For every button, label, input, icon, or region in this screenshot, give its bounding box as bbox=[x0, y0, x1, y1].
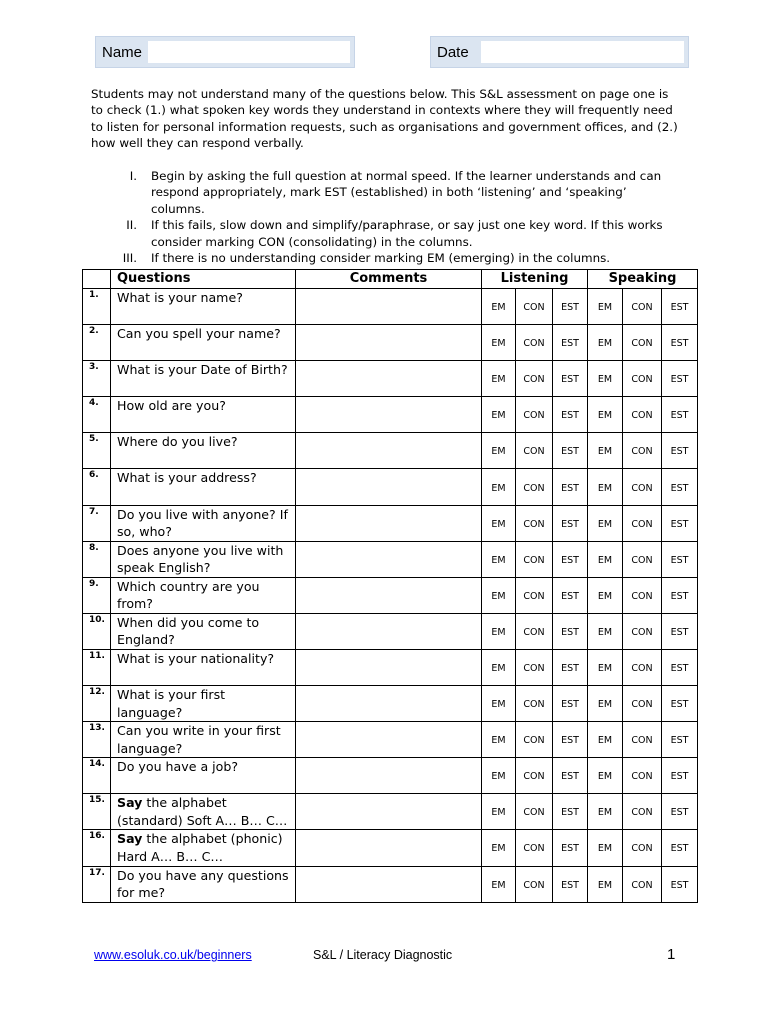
table-row bbox=[83, 505, 698, 541]
question-number: 3. bbox=[83, 361, 111, 397]
instruction-text: Begin by asking the full question at normal speed. If the learner understands and can respond appropriately, mark EST (established) in both ‘listening’ and ‘speaking’ columns. bbox=[151, 169, 662, 216]
speaking-mark-em[interactable]: EM bbox=[588, 758, 623, 794]
listening-mark-con[interactable]: CON bbox=[516, 577, 553, 613]
table-row bbox=[83, 469, 698, 505]
speaking-mark-con[interactable]: CON bbox=[623, 505, 662, 541]
listening-mark-con[interactable]: CON bbox=[516, 758, 553, 794]
speaking-mark-con[interactable]: CON bbox=[623, 433, 662, 469]
comments-cell[interactable] bbox=[296, 541, 482, 577]
question-body: Which country are you from? bbox=[117, 578, 260, 612]
speaking-mark-em[interactable]: EM bbox=[588, 649, 623, 685]
table-row bbox=[83, 433, 698, 469]
listening-mark-em[interactable]: EM bbox=[482, 325, 516, 361]
date-field bbox=[430, 36, 689, 68]
question-body: Do you live with anyone? If so, who? bbox=[117, 506, 288, 540]
speaking-mark-con[interactable]: CON bbox=[623, 577, 662, 613]
listening-mark-em[interactable]: EM bbox=[482, 830, 516, 866]
speaking-mark-con[interactable]: CON bbox=[623, 830, 662, 866]
question-text bbox=[111, 794, 296, 830]
speaking-mark-con[interactable]: CON bbox=[623, 361, 662, 397]
listening-mark-est[interactable]: EST bbox=[553, 722, 588, 758]
listening-mark-est[interactable]: EST bbox=[553, 541, 588, 577]
question-text bbox=[111, 830, 296, 866]
speaking-mark-em[interactable]: EM bbox=[588, 325, 623, 361]
question-number: 14. bbox=[83, 758, 111, 794]
listening-mark-est[interactable]: EST bbox=[553, 613, 588, 649]
table-row bbox=[83, 325, 698, 361]
table-row bbox=[83, 613, 698, 649]
speaking-mark-est[interactable]: EST bbox=[662, 830, 698, 866]
instruction-text: If there is no understanding consider marking EM (emerging) in the columns. bbox=[151, 251, 611, 266]
listening-mark-em[interactable]: EM bbox=[482, 649, 516, 685]
listening-mark-con[interactable]: CON bbox=[516, 541, 553, 577]
header-questions: Questions bbox=[111, 270, 296, 289]
speaking-mark-em[interactable]: EM bbox=[588, 830, 623, 866]
listening-mark-con[interactable]: CON bbox=[516, 722, 553, 758]
listening-mark-em[interactable]: EM bbox=[482, 289, 516, 325]
assessment-table bbox=[82, 269, 698, 903]
listening-mark-est[interactable]: EST bbox=[553, 830, 588, 866]
question-text bbox=[111, 325, 296, 361]
speaking-mark-em[interactable]: EM bbox=[588, 722, 623, 758]
question-text bbox=[111, 577, 296, 613]
question-number: 7. bbox=[83, 505, 111, 541]
table-row bbox=[83, 397, 698, 433]
comments-cell[interactable] bbox=[296, 397, 482, 433]
speaking-mark-con[interactable]: CON bbox=[623, 649, 662, 685]
listening-mark-est[interactable]: EST bbox=[553, 361, 588, 397]
question-body: Do you have any questions for me? bbox=[117, 867, 289, 900]
question-text bbox=[111, 613, 296, 649]
question-body: What is your name? bbox=[117, 290, 243, 305]
listening-mark-con[interactable]: CON bbox=[516, 397, 553, 433]
table-row bbox=[83, 794, 698, 830]
question-text bbox=[111, 397, 296, 433]
speaking-mark-est[interactable]: EST bbox=[662, 577, 698, 613]
question-body: Do you have a job? bbox=[117, 759, 239, 775]
question-text bbox=[111, 433, 296, 469]
listening-mark-con[interactable]: CON bbox=[516, 830, 553, 866]
question-number: 2. bbox=[83, 325, 111, 361]
instruction-item bbox=[91, 217, 681, 250]
table-row bbox=[83, 686, 698, 722]
date-label: Date bbox=[437, 43, 469, 61]
listening-mark-em[interactable]: EM bbox=[482, 361, 516, 397]
comments-cell[interactable] bbox=[296, 505, 482, 541]
listening-mark-est[interactable]: EST bbox=[553, 469, 588, 505]
question-body: When did you come to England? bbox=[117, 614, 260, 648]
header-listening: Listening bbox=[482, 270, 588, 289]
speaking-mark-est[interactable]: EST bbox=[662, 469, 698, 505]
table-row bbox=[83, 361, 698, 397]
listening-mark-est[interactable]: EST bbox=[553, 397, 588, 433]
instructions-list bbox=[91, 168, 681, 266]
speaking-mark-em[interactable]: EM bbox=[588, 686, 623, 722]
listening-mark-em[interactable]: EM bbox=[482, 433, 516, 469]
listening-mark-con[interactable]: CON bbox=[516, 325, 553, 361]
question-number: 6. bbox=[83, 469, 111, 505]
listening-mark-em[interactable]: EM bbox=[482, 722, 516, 758]
question-text bbox=[111, 649, 296, 685]
listening-mark-con[interactable]: CON bbox=[516, 289, 553, 325]
speaking-mark-est[interactable]: EST bbox=[662, 505, 698, 541]
instruction-number: II. bbox=[126, 218, 137, 233]
listening-mark-con[interactable]: CON bbox=[516, 433, 553, 469]
listening-mark-est[interactable]: EST bbox=[553, 433, 588, 469]
table-row bbox=[83, 830, 698, 866]
question-text bbox=[111, 361, 296, 397]
date-input[interactable] bbox=[481, 41, 684, 63]
name-input[interactable] bbox=[148, 41, 350, 63]
speaking-mark-est[interactable]: EST bbox=[662, 613, 698, 649]
speaking-mark-con[interactable]: CON bbox=[623, 794, 662, 830]
question-body: Can you spell your name? bbox=[117, 326, 281, 342]
question-number: 15. bbox=[83, 794, 111, 830]
listening-mark-em[interactable]: EM bbox=[482, 866, 516, 902]
speaking-mark-con[interactable]: CON bbox=[623, 541, 662, 577]
comments-cell[interactable] bbox=[296, 794, 482, 830]
question-body: What is your first language? bbox=[117, 687, 226, 720]
listening-mark-est[interactable]: EST bbox=[553, 577, 588, 613]
header-comments: Comments bbox=[296, 270, 482, 289]
listening-mark-est[interactable]: EST bbox=[553, 505, 588, 541]
question-body: What is your address? bbox=[117, 470, 257, 486]
speaking-mark-con[interactable]: CON bbox=[623, 758, 662, 794]
speaking-mark-est[interactable]: EST bbox=[662, 866, 698, 902]
speaking-mark-est[interactable]: EST bbox=[662, 686, 698, 722]
speaking-mark-con[interactable]: CON bbox=[623, 866, 662, 902]
question-text bbox=[111, 505, 296, 541]
speaking-mark-est[interactable]: EST bbox=[662, 361, 698, 397]
listening-mark-em[interactable]: EM bbox=[482, 541, 516, 577]
question-number: 5. bbox=[83, 433, 111, 469]
listening-mark-con[interactable]: CON bbox=[516, 505, 553, 541]
speaking-mark-em[interactable]: EM bbox=[588, 541, 623, 577]
speaking-mark-em[interactable]: EM bbox=[588, 361, 623, 397]
comments-cell[interactable] bbox=[296, 758, 482, 794]
table-row bbox=[83, 577, 698, 613]
listening-mark-con[interactable]: CON bbox=[516, 361, 553, 397]
speaking-mark-em[interactable]: EM bbox=[588, 433, 623, 469]
speaking-mark-est[interactable]: EST bbox=[662, 722, 698, 758]
speaking-mark-con[interactable]: CON bbox=[623, 325, 662, 361]
table-header-row bbox=[83, 270, 698, 289]
comments-cell[interactable] bbox=[296, 866, 482, 902]
speaking-mark-con[interactable]: CON bbox=[623, 613, 662, 649]
comments-cell[interactable] bbox=[296, 686, 482, 722]
listening-mark-em[interactable]: EM bbox=[482, 397, 516, 433]
listening-mark-est[interactable]: EST bbox=[553, 289, 588, 325]
speaking-mark-con[interactable]: CON bbox=[623, 686, 662, 722]
question-emphasis: Say bbox=[117, 795, 143, 811]
comments-cell[interactable] bbox=[296, 649, 482, 685]
table-row bbox=[83, 866, 698, 902]
question-number: 9. bbox=[83, 577, 111, 613]
comments-cell[interactable] bbox=[296, 722, 482, 758]
name-field bbox=[95, 36, 355, 68]
comments-cell[interactable] bbox=[296, 361, 482, 397]
question-body: the alphabet (standard) Soft A… B… C… bbox=[117, 795, 288, 828]
question-number: 11. bbox=[83, 649, 111, 685]
name-label: Name bbox=[102, 43, 143, 61]
question-number: 10. bbox=[83, 613, 111, 649]
speaking-mark-est[interactable]: EST bbox=[662, 541, 698, 577]
listening-mark-em[interactable]: EM bbox=[482, 794, 516, 830]
speaking-mark-con[interactable]: CON bbox=[623, 722, 662, 758]
listening-mark-con[interactable]: CON bbox=[516, 866, 553, 902]
question-body: the alphabet (phonic) Hard A… B… C… bbox=[117, 831, 283, 864]
intro-paragraph: Students may not understand many of the questions below. This S&L assessment on page one is to check (1.) what spoken key words they understand in contexts where they will frequently need to listen for personal information requests, such as organisations and government offices, and (2.) how well they can respond verbally. bbox=[91, 87, 678, 151]
listening-mark-em[interactable]: EM bbox=[482, 758, 516, 794]
question-number: 13. bbox=[83, 722, 111, 758]
listening-mark-con[interactable]: CON bbox=[516, 794, 553, 830]
question-number: 12. bbox=[83, 686, 111, 722]
listening-mark-em[interactable]: EM bbox=[482, 469, 516, 505]
comments-cell[interactable] bbox=[296, 433, 482, 469]
listening-mark-con[interactable]: CON bbox=[516, 686, 553, 722]
table-row bbox=[83, 722, 698, 758]
speaking-mark-est[interactable]: EST bbox=[662, 794, 698, 830]
speaking-mark-con[interactable]: CON bbox=[623, 397, 662, 433]
question-text bbox=[111, 289, 296, 325]
speaking-mark-em[interactable]: EM bbox=[588, 505, 623, 541]
instruction-item bbox=[91, 250, 681, 266]
question-emphasis: Say bbox=[117, 831, 143, 847]
question-body: Where do you live? bbox=[117, 434, 238, 450]
listening-mark-con[interactable]: CON bbox=[516, 469, 553, 505]
comments-cell[interactable] bbox=[296, 325, 482, 361]
speaking-mark-est[interactable]: EST bbox=[662, 649, 698, 685]
footer-link[interactable]: www.esoluk.co.uk/beginners bbox=[94, 948, 252, 962]
question-number: 16. bbox=[83, 830, 111, 866]
listening-mark-em[interactable]: EM bbox=[482, 505, 516, 541]
table-row bbox=[83, 289, 698, 325]
instruction-item bbox=[91, 168, 681, 217]
speaking-mark-est[interactable]: EST bbox=[662, 397, 698, 433]
listening-mark-est[interactable]: EST bbox=[553, 794, 588, 830]
listening-mark-con[interactable]: CON bbox=[516, 613, 553, 649]
speaking-mark-em[interactable]: EM bbox=[588, 577, 623, 613]
comments-cell[interactable] bbox=[296, 469, 482, 505]
question-number: 17. bbox=[83, 866, 111, 902]
instruction-number: I. bbox=[129, 169, 137, 183]
instruction-number: III. bbox=[122, 251, 137, 266]
question-text bbox=[111, 686, 296, 722]
speaking-mark-est[interactable]: EST bbox=[662, 289, 698, 325]
header-speaking: Speaking bbox=[588, 270, 698, 289]
footer-title: S&L / Literacy Diagnostic bbox=[313, 948, 453, 962]
table-row bbox=[83, 758, 698, 794]
speaking-mark-est[interactable]: EST bbox=[662, 325, 698, 361]
question-text bbox=[111, 866, 296, 902]
speaking-mark-em[interactable]: EM bbox=[588, 794, 623, 830]
question-text bbox=[111, 722, 296, 758]
question-number: 4. bbox=[83, 397, 111, 433]
comments-cell[interactable] bbox=[296, 830, 482, 866]
speaking-mark-em[interactable]: EM bbox=[588, 397, 623, 433]
comments-cell[interactable] bbox=[296, 577, 482, 613]
table-row bbox=[83, 541, 698, 577]
listening-mark-em[interactable]: EM bbox=[482, 577, 516, 613]
question-text bbox=[111, 469, 296, 505]
question-text bbox=[111, 541, 296, 577]
listening-mark-est[interactable]: EST bbox=[553, 325, 588, 361]
listening-mark-est[interactable]: EST bbox=[553, 649, 588, 685]
speaking-mark-em[interactable]: EM bbox=[588, 289, 623, 325]
listening-mark-con[interactable]: CON bbox=[516, 649, 553, 685]
question-body: What is your nationality? bbox=[117, 650, 275, 666]
question-body: How old are you? bbox=[117, 398, 226, 414]
listening-mark-em[interactable]: EM bbox=[482, 686, 516, 722]
comments-cell[interactable] bbox=[296, 289, 482, 325]
question-body: Can you write in your first language? bbox=[117, 723, 281, 756]
header-number bbox=[83, 270, 111, 289]
speaking-mark-em[interactable]: EM bbox=[588, 613, 623, 649]
speaking-mark-con[interactable]: CON bbox=[623, 469, 662, 505]
page-number: 1 bbox=[667, 946, 676, 963]
question-body: Does anyone you live with speak English? bbox=[117, 542, 284, 576]
listening-mark-est[interactable]: EST bbox=[553, 866, 588, 902]
speaking-mark-em[interactable]: EM bbox=[588, 866, 623, 902]
speaking-mark-con[interactable]: CON bbox=[623, 289, 662, 325]
table-row bbox=[83, 649, 698, 685]
comments-cell[interactable] bbox=[296, 613, 482, 649]
listening-mark-est[interactable]: EST bbox=[553, 686, 588, 722]
instruction-text: If this fails, slow down and simplify/paraphrase, or say just one key word. If this works consider marking CON (consolidating) in the columns. bbox=[151, 218, 663, 249]
listening-mark-est[interactable]: EST bbox=[553, 758, 588, 794]
speaking-mark-em[interactable]: EM bbox=[588, 469, 623, 505]
question-number: 1. bbox=[83, 289, 111, 325]
listening-mark-em[interactable]: EM bbox=[482, 613, 516, 649]
speaking-mark-est[interactable]: EST bbox=[662, 433, 698, 469]
question-body: What is your Date of Birth? bbox=[117, 362, 288, 378]
speaking-mark-est[interactable]: EST bbox=[662, 758, 698, 794]
question-text bbox=[111, 758, 296, 794]
question-number: 8. bbox=[83, 541, 111, 577]
